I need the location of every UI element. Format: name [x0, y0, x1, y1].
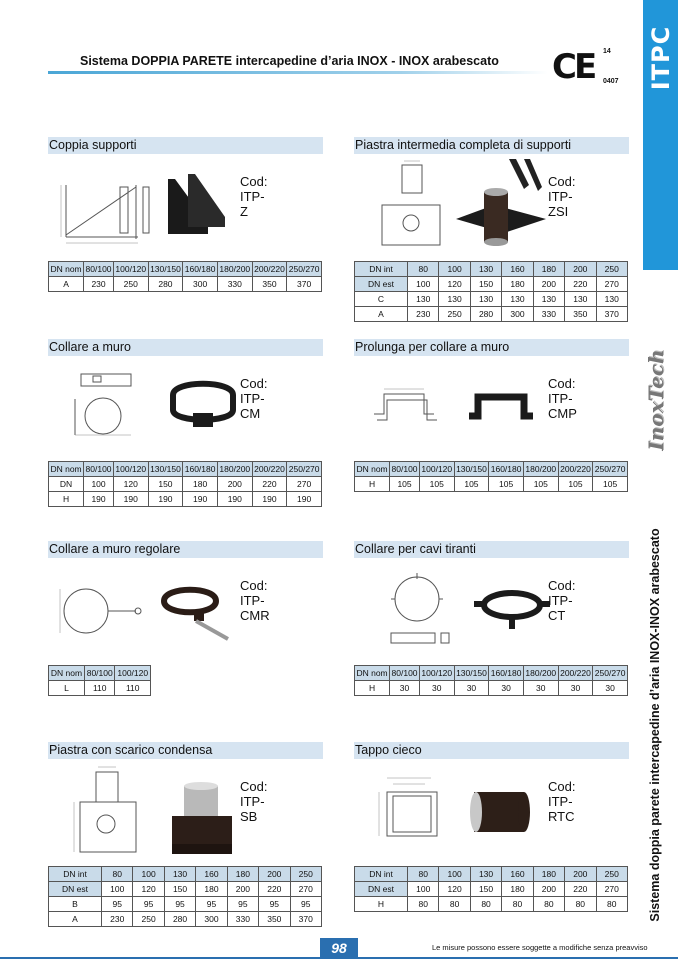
cable-collar-photo	[472, 583, 552, 633]
footer-note: Le misure possono essere soggette a modifiche senza preavviso	[432, 943, 648, 952]
section-title: Piastra intermedia completa di supporti	[354, 137, 629, 154]
adjustable-collar-drawing	[56, 581, 151, 641]
bracket-drawing	[58, 177, 158, 247]
plate-photo	[454, 157, 549, 252]
product-code: Cod: ITP-CT	[548, 578, 576, 623]
section-title: Collare per cavi tiranti	[354, 541, 629, 558]
section-title: Tappo cieco	[354, 742, 629, 759]
section-title: Coppia supporti	[48, 137, 323, 154]
bracket-photo	[163, 169, 233, 239]
drain-plate-drawing	[70, 762, 160, 858]
wall-collar-photo	[163, 375, 243, 430]
product-code: Cod: ITP-SB	[240, 779, 268, 824]
spec-table: DN int 80 100 130 160 180 200 250 DN est 100 120 150 180 200 220 270 C 130 130 130 130 130 130 130 A 230 250 280 300 330 350 370	[354, 261, 628, 322]
extension-photo	[466, 391, 536, 431]
section-title: Collare a muro regolare	[48, 541, 323, 558]
drain-plate-photo	[166, 780, 238, 860]
ce-number-top: 14	[603, 48, 611, 55]
product-code: Cod: ITP-CM	[240, 376, 268, 421]
product-code: Cod: ITP-Z	[240, 174, 268, 219]
extension-drawing	[369, 384, 439, 434]
wall-collar-drawing	[63, 369, 138, 444]
header-divider	[48, 71, 548, 74]
inoxtech-logo: InoxTech	[644, 349, 668, 451]
product-code: Cod: ITP-CMP	[548, 376, 577, 421]
page-number: 98	[320, 938, 358, 958]
spec-table: DN nom 80/100 100/120 L 110 110	[48, 665, 151, 696]
brand-label: ITPC	[647, 25, 675, 91]
spec-table: DN nom 80/100 100/120 130/150 160/180 180/200 200/220 250/270 DN 100 120 150 180 200 220 270 H 190 190 190 190 190 190 190	[48, 461, 322, 507]
blind-cap-drawing	[369, 772, 454, 852]
section-title: Piastra con scarico condensa	[48, 742, 323, 759]
product-code: Cod: ITP-RTC	[548, 779, 576, 824]
spec-table: DN int 80 100 130 160 180 200 250 DN est 100 120 150 180 200 220 270 H 80 80 80 80 80 80 80	[354, 866, 628, 912]
spec-table: DN nom 80/100 100/120 130/150 160/180 180/200 200/220 250/270 H 105 105 105 105 105 105 105	[354, 461, 628, 492]
spec-table: DN nom 80/100 100/120 130/150 160/180 180/200 200/220 250/270 H 30 30 30 30 30 30 30	[354, 665, 628, 696]
plate-drawing	[374, 157, 444, 252]
ce-number-bottom: 0407	[603, 78, 619, 85]
cable-collar-drawing	[369, 569, 459, 659]
section-title: Collare a muro	[48, 339, 323, 356]
product-code: Cod: ITP-ZSI	[548, 174, 576, 219]
product-code: Cod: ITP-CMR	[240, 578, 270, 623]
spec-table: DN nom 80/100 100/120 130/150 160/180 180/200 200/220 250/270 A 230 250 280 300 330 350 370	[48, 261, 322, 292]
page-title: Sistema DOPPIA PARETE intercapedine d’aria INOX - INOX arabescato	[80, 54, 499, 68]
spec-table: DN int 80 100 130 160 180 200 250 DN est 100 120 150 180 200 220 270 B 95 95 95 95 95 95 95 A 230 250 280 300 330 350 370	[48, 866, 322, 927]
blind-cap-photo	[468, 782, 533, 842]
adjustable-collar-photo	[156, 581, 236, 646]
ce-mark-logo: CE	[552, 47, 595, 87]
section-title: Prolunga per collare a muro	[354, 339, 629, 356]
side-system-label: Sistema doppia parete intercapedine d’aria INOX-INOX arabescato	[648, 528, 662, 922]
